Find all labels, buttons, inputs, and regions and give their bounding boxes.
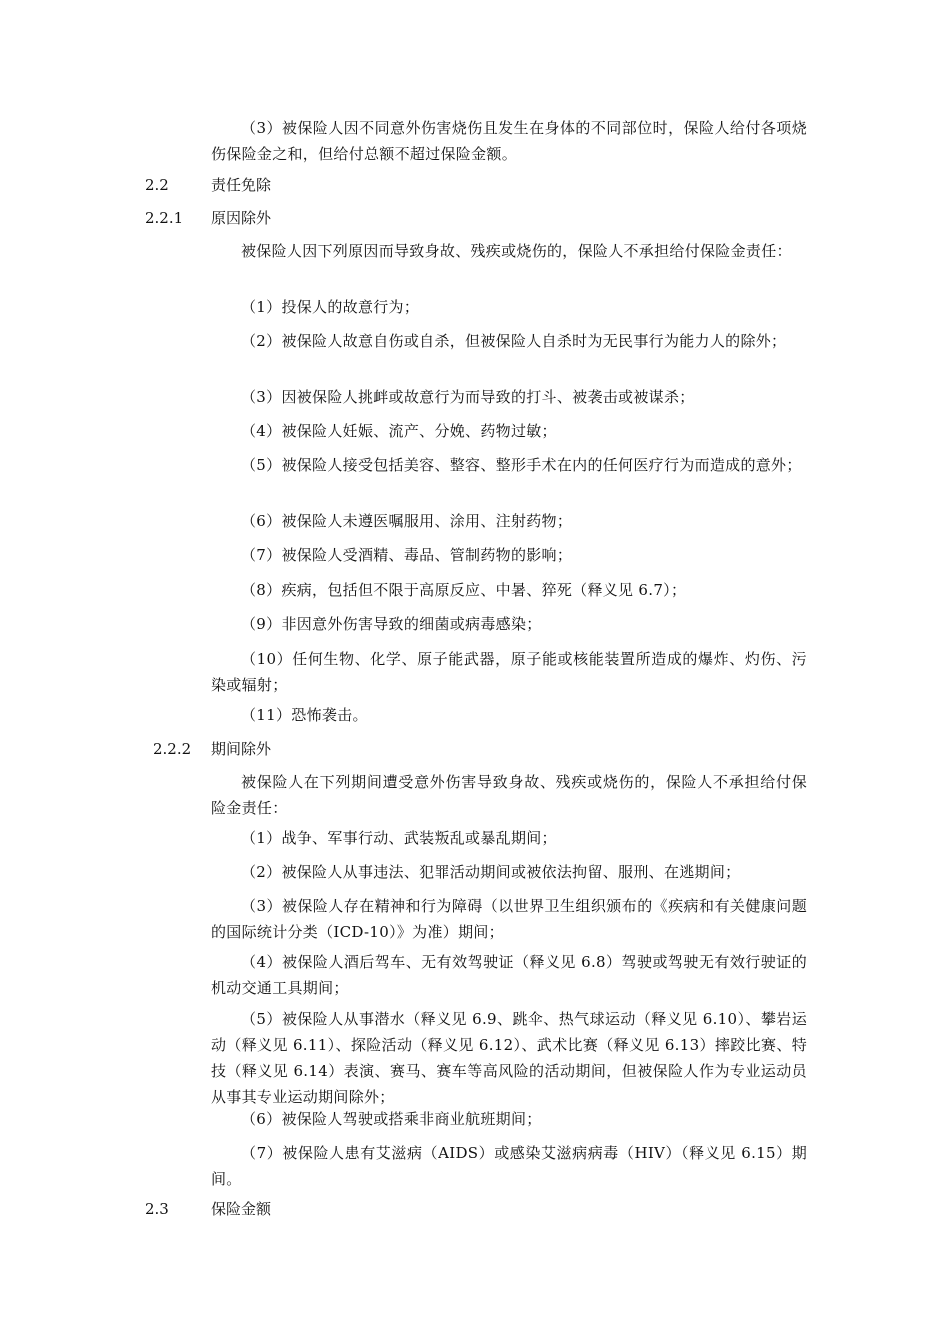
section-title: 原因除外 [211, 209, 272, 227]
list-item-cause-9: （9）非因意外伤害导致的细菌或病毒感染； [241, 615, 542, 633]
list-item-period-5: （5）被保险人从事潜水（释义见 6.9、跳伞、热气球运动（释义见 6.10）、攀岩运动（释义见 6.11）、探险活动（释义见 6.12）、武术比赛（释义见 6.13）摔跤比赛、特技（释义见 6.14）表演、赛马、赛车等高风险的活动期间，但被保险人作为专业运动员从事其专业运动期间除外； [211, 1010, 807, 1106]
list-item-cause-10: （10）任何生物、化学、原子能武器，原子能或核能装置所造成的爆炸、灼伤、污染或辐射； [211, 650, 807, 694]
list-item-cause-3: （3）因被保险人挑衅或故意行为而导致的打斗、被袭击或被谋杀； [241, 388, 695, 406]
section-number: 2.3 [145, 1200, 169, 1218]
list-item-cause-11: （11）恐怖袭击。 [241, 706, 368, 724]
section-number: 2.2.1 [145, 209, 184, 227]
section-number: 2.2 [145, 176, 169, 194]
paragraph-cause-intro: 被保险人因下列原因而导致身故、残疾或烧伤的，保险人不承担给付保险金责任： [241, 242, 792, 260]
list-item-period-6: （6）被保险人驾驶或搭乘非商业航班期间； [241, 1110, 542, 1128]
section-title: 保险金额 [211, 1200, 272, 1218]
list-item-period-1: （1）战争、军事行动、武装叛乱或暴乱期间； [241, 829, 557, 847]
list-item-cause-2: （2）被保险人故意自伤或自杀，但被保险人自杀时为无民事行为能力人的除外； [241, 332, 787, 350]
list-item-cause-8: （8）疾病，包括但不限于高原反应、中暑、猝死（释义见 6.7）； [241, 581, 687, 599]
paragraph-period-intro: 被保险人在下列期间遭受意外伤害导致身故、残疾或烧伤的，保险人不承担给付保险金责任： [211, 773, 807, 817]
list-item-cause-7: （7）被保险人受酒精、毒品、管制药物的影响； [241, 546, 573, 564]
list-item-cause-1: （1）投保人的故意行为； [241, 298, 420, 316]
section-number: 2.2.2 [153, 740, 192, 758]
list-item-period-7: （7）被保险人患有艾滋病（AIDS）或感染艾滋病病毒（HIV）（释义见 6.15）期间。 [211, 1144, 807, 1188]
section-title: 责任免除 [211, 176, 272, 194]
list-item-period-4: （4）被保险人酒后驾车、无有效驾驶证（释义见 6.8）驾驶或驾驶无有效行驶证的机动交通工具期间； [211, 953, 807, 997]
paragraph-burn-benefit: （3）被保险人因不同意外伤害烧伤且发生在身体的不同部位时，保险人给付各项烧伤保险金之和，但给付总额不超过保险金额。 [211, 119, 807, 163]
list-item-cause-5: （5）被保险人接受包括美容、整容、整形手术在内的任何医疗行为而造成的意外； [241, 456, 802, 474]
list-item-cause-4: （4）被保险人妊娠、流产、分娩、药物过敏； [241, 422, 557, 440]
list-item-period-2: （2）被保险人从事违法、犯罪活动期间或被依法拘留、服刑、在逃期间； [241, 863, 741, 881]
section-title: 期间除外 [211, 740, 272, 758]
list-item-cause-6: （6）被保险人未遵医嘱服用、涂用、注射药物； [241, 512, 573, 530]
list-item-period-3: （3）被保险人存在精神和行为障碍（以世界卫生组织颁布的《疾病和有关健康问题的国际统计分类（ICD-10）》为准）期间； [211, 897, 807, 941]
